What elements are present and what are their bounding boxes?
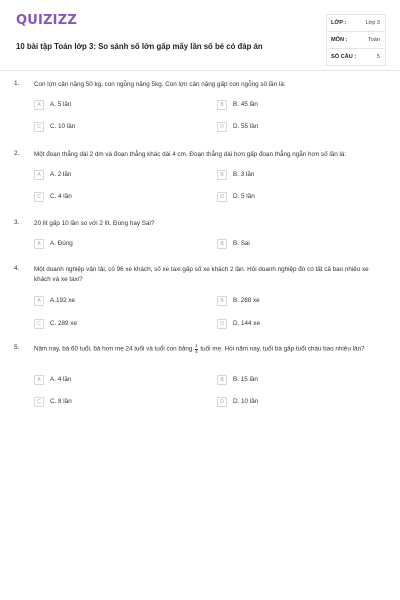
fraction	[195, 344, 198, 354]
option-letter-box: B	[217, 100, 227, 110]
option-letter-box: C	[34, 122, 44, 132]
option-letter-box: A	[34, 375, 44, 385]
question-text-part: Năm nay, bà 60 tuổi, bà hơn mẹ 24 tuổi và tuổi con bằng	[34, 345, 193, 353]
option-label: C. 8 lần	[50, 398, 72, 405]
question-number: 4.	[14, 265, 20, 272]
info-value: Toán	[367, 37, 380, 43]
option-letter-box: C	[34, 192, 44, 202]
question-text: Một đoạn thẳng dài 2 dm và đoạn thẳng khác dài 4 cm. Đoạn thẳng dài hơn gấp đoạn thẳng ngắn hơn số lần là:	[34, 151, 347, 158]
header-divider	[0, 70, 400, 71]
option-label: D. 55 lần	[233, 123, 259, 130]
info-key: LỚP :	[331, 20, 347, 26]
question-text: Một doanh nghiệp vận tải, có 96 xe khách, số xe taxi gấp số xe khách 2 lần. Hỏi doanh nghiệp đó có tất cả bao nhiêu xe khách và xe taxi?	[34, 266, 369, 283]
question-number: 1.	[14, 80, 20, 87]
option-letter-box: B	[217, 170, 227, 180]
option-label: B. 45 lần	[233, 101, 258, 108]
option-letter-box: D	[217, 192, 227, 202]
option-label: D. 5 lần	[233, 193, 255, 200]
option-letter-box: A	[34, 170, 44, 180]
question-text-part: tuổi mẹ. Hỏi năm nay, tuổi bà gấp tuổi cháu bao nhiêu lần?	[200, 345, 365, 353]
option-label: B. 288 xe	[233, 297, 260, 304]
info-key: MÔN :	[331, 37, 348, 43]
fraction-denominator: 4	[195, 348, 198, 354]
option-letter-box: B	[217, 239, 227, 249]
option-letter-box: C	[34, 397, 44, 407]
question-number: 3.	[14, 219, 20, 226]
option-letter-box: B	[217, 375, 227, 385]
option-letter-box: A	[34, 100, 44, 110]
option-label: C. 289 xe	[50, 320, 77, 327]
option-letter-box: D	[217, 122, 227, 132]
info-value: Lớp 3	[365, 20, 380, 26]
question-text: Con lợn cân nặng 50 kg, con ngỗng nặng 5kg. Con lợn cân nặng gấp con ngỗng số lần là:	[34, 81, 286, 88]
option-letter-box: B	[217, 296, 227, 306]
option-label: B. 15 lần	[233, 376, 258, 383]
question-text	[34, 344, 379, 355]
worksheet-header	[14, 10, 386, 68]
worksheet-title: 10 bài tập Toán lớp 3: So sánh số lớn gấp mấy lần số bé có đáp án	[16, 42, 263, 51]
question-text: 20 lít gấp 10 lần so với 2 lít. Đúng hay Sai?	[34, 220, 155, 227]
option-letter-box: A	[34, 239, 44, 249]
option-label: A.192 xe	[50, 297, 75, 304]
option-label: D. 10 lần	[233, 398, 259, 405]
question-number: 5.	[14, 344, 20, 351]
option-label: A. 5 lần	[50, 101, 72, 108]
question-number: 2.	[14, 150, 20, 157]
option-letter-box: C	[34, 319, 44, 329]
option-label: C. 4 lần	[50, 193, 72, 200]
info-row-count	[327, 49, 385, 66]
option-label: D. 144 xe	[233, 320, 260, 327]
option-label: C. 10 lần	[50, 123, 76, 130]
info-row-subject	[327, 32, 385, 49]
info-box	[326, 14, 386, 66]
option-label: A. Đúng	[50, 240, 73, 247]
info-key: SỐ CÂU :	[331, 54, 357, 60]
info-value: 5	[376, 54, 380, 60]
option-letter-box: D	[217, 397, 227, 407]
quizizz-logo: QUIZIZZ	[16, 13, 77, 28]
option-label: A. 2 lần	[50, 171, 72, 178]
fraction-numerator: 1	[195, 343, 198, 348]
option-letter-box: D	[217, 319, 227, 329]
option-letter-box: A	[34, 296, 44, 306]
option-label: B. 3 lần	[233, 171, 255, 178]
info-row-grade	[327, 15, 385, 32]
option-label: B. Sai	[233, 240, 250, 247]
option-label: A. 4 lần	[50, 376, 72, 383]
